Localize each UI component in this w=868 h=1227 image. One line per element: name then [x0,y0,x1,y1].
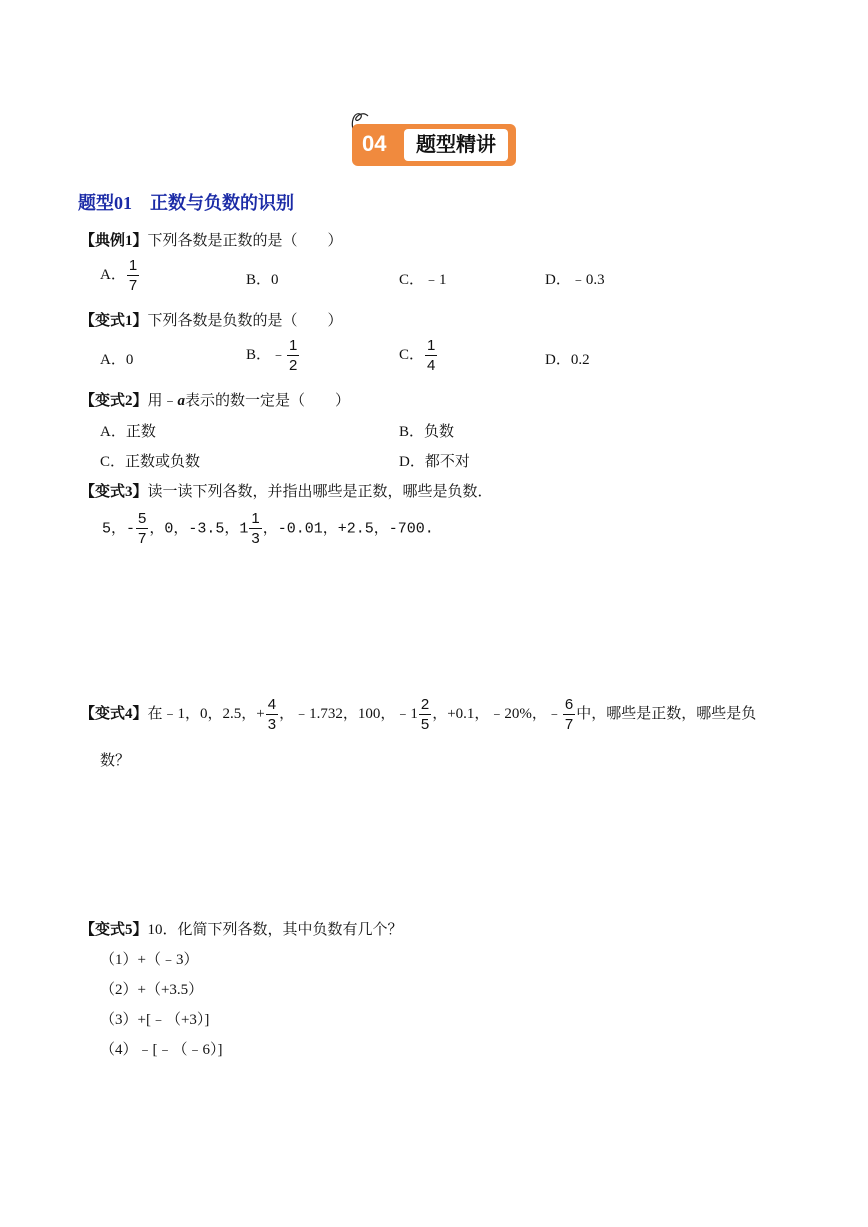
banner-box [352,124,516,166]
variant-4-tag: 【变式4】 [80,705,148,722]
fraction-numerator: 2 [420,696,430,713]
variant-5-question [80,918,403,939]
fraction-denominator: 2 [289,357,298,374]
example-1-option-c: C．﹣1 [399,272,447,288]
number-list-part: ，0，-3.5，1 [149,520,249,538]
variant-2-question [80,389,350,410]
fraction [425,338,437,373]
variant-4-question-line2: 数？ [100,753,131,769]
variant-1-question [80,309,343,330]
variant-1-option-c [399,338,438,373]
option-prefix: C． [399,346,425,363]
fraction-denominator: 7 [564,716,574,733]
option-prefix: A． [100,266,126,283]
question-part: ，+0.1，﹣20%，﹣ [432,705,562,722]
variant-5-item-3: （3）+[﹣（+3）] [100,1012,210,1028]
option-prefix: B．﹣ [246,346,287,363]
fraction-numerator: 4 [267,696,277,713]
example-1-tag: 【典例1】 [80,233,148,249]
fraction [136,511,148,546]
number-list-part: ，-0.01，+2.5，-700. [262,520,434,538]
variant-3-text: 读一读下列各数，并指出哪些是正数，哪些是负数． [147,484,493,500]
variant-2-option-c: C．正数或负数 [100,454,201,470]
fraction-denominator: 4 [427,357,436,374]
question-part: ，﹣1.732，100，﹣1 [279,705,418,722]
section-banner [348,108,520,170]
banner-number: 04 [362,131,387,156]
fraction-denominator: 5 [420,716,430,733]
variant-1-tag: 【变式1】 [80,313,148,329]
fraction-numerator: 1 [251,510,260,527]
section-title: 题型01 正数与负数的识别 [78,193,294,213]
example-1-text: 下列各数是正数的是（ ） [147,233,343,249]
number-list-part: 5，- [102,520,136,538]
fraction-denominator: 7 [138,530,147,547]
example-1-option-a [100,258,140,293]
variant-5-item-1: （1）+（﹣3） [100,952,199,968]
variant-2-option-b: B．负数 [399,424,455,440]
variant-4-question [80,697,756,732]
variant-3-number-list [102,511,434,546]
fraction [249,511,261,546]
question-part: 在﹣1，0，2.5，+ [147,705,265,722]
variant-5-item-2: （2）+（+3.5） [100,982,204,998]
example-1-option-d: D．﹣0.3 [545,272,605,288]
fraction [419,697,431,732]
fraction [127,258,139,293]
variant-2-text-post: 表示的数一定是（ ） [185,393,351,409]
variant-1-text: 下列各数是负数的是（ ） [147,313,343,329]
example-1-question [80,229,343,250]
variant-5-tag: 【变式5】 [80,922,148,938]
fraction [563,697,575,732]
variant-5-item-4: （4）﹣[﹣（﹣6）] [100,1042,223,1058]
fraction-numerator: 1 [128,257,138,274]
fraction-numerator: 1 [289,337,298,354]
banner-label: 题型精讲 [404,129,508,161]
fraction-denominator: 7 [128,277,138,294]
variant-3-tag: 【变式3】 [80,484,148,500]
fraction [287,338,299,373]
fraction-denominator: 3 [267,716,277,733]
variant-3-question [80,480,493,501]
variant-1-option-a: A．0 [100,352,134,368]
fraction [266,697,278,732]
question-part: 中，哪些是正数，哪些是负 [576,705,757,722]
fraction-numerator: 5 [138,510,147,527]
variant-2-text-pre: 用﹣ [147,393,178,409]
variant-1-option-d: D．0.2 [545,352,590,368]
variant-2-option-a: A．正数 [100,424,156,440]
fraction-numerator: 6 [564,696,574,713]
fraction-denominator: 3 [251,530,260,547]
variant-1-option-b [246,338,300,373]
variant-2-option-d: D．都不对 [399,454,470,470]
variant-5-text: 10．化简下列各数，其中负数有几个？ [147,922,403,938]
fraction-numerator: 1 [427,337,436,354]
variable-a: a [177,393,186,409]
example-1-option-b: B．0 [246,272,279,288]
variant-2-tag: 【变式2】 [80,393,148,409]
